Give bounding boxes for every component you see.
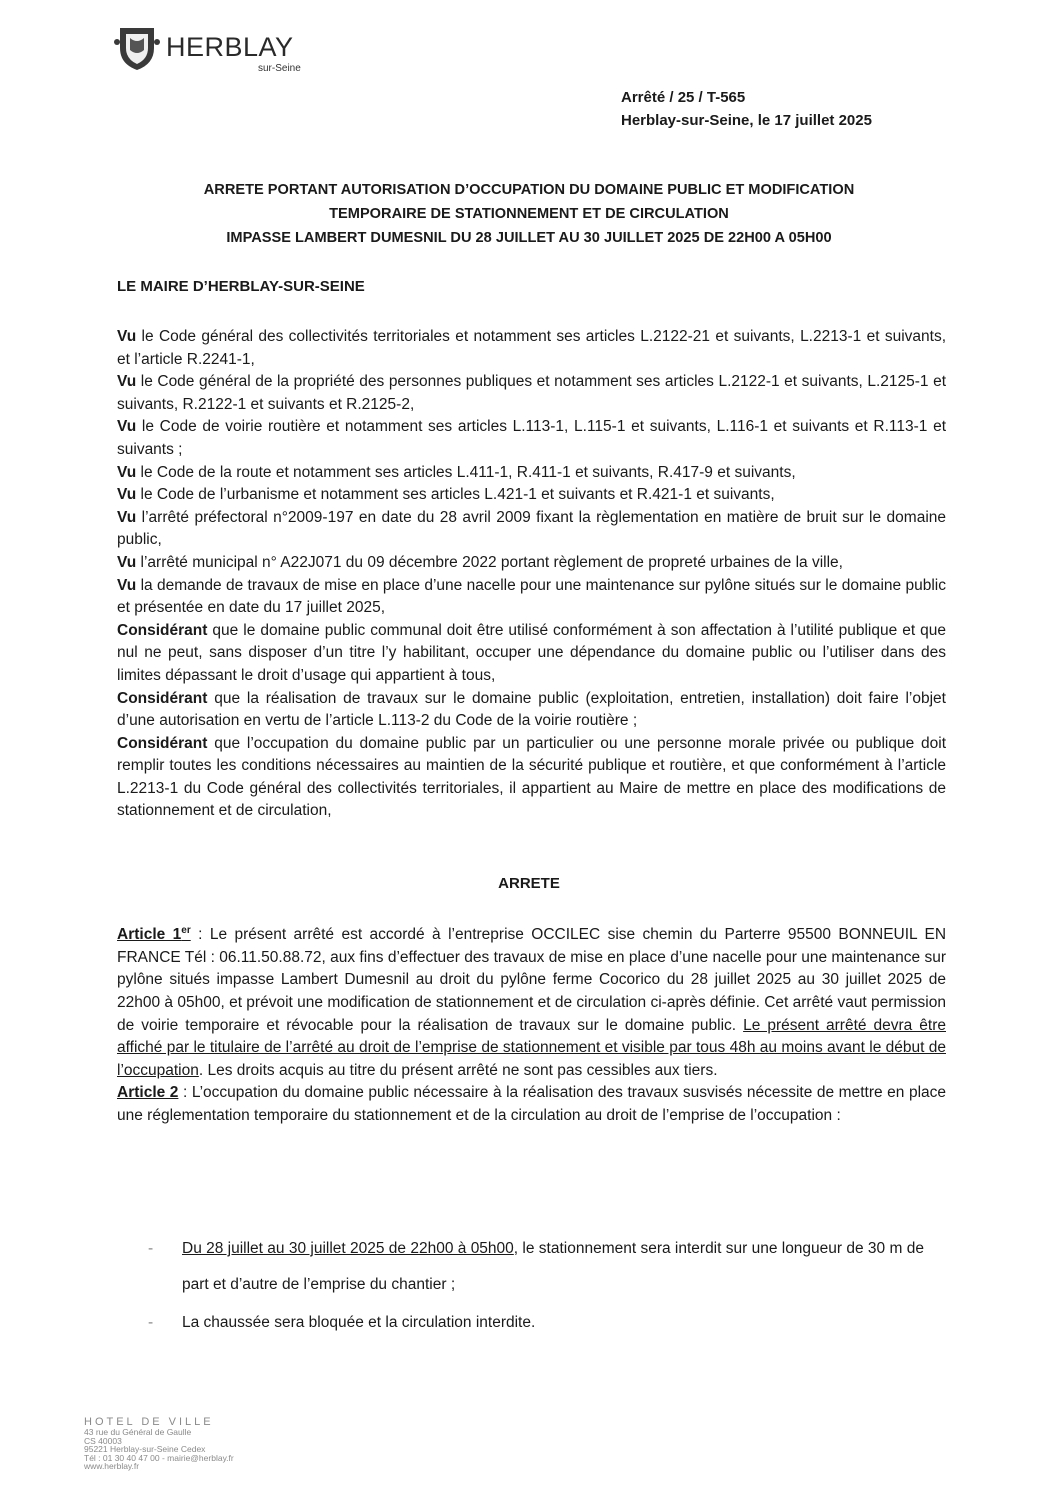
considerant-text: le Code de l’urbanisme et notamment ses articles L.421-1 et suivants et R.421-1 et suivants,: [136, 486, 775, 504]
footer-address-line: CS 40003: [84, 1435, 122, 1446]
town-hall-footer: [84, 1416, 324, 1471]
considerant-lead: Considérant: [117, 734, 208, 752]
article-2-text: L’occupation du domaine public nécessaire à la réalisation des travaux susvisés nécessite de mettre en place une réglementation temporaire du stationnement et de la circulation au droit de l’emprise de l’occupation :: [117, 1084, 947, 1124]
article-1-label: [117, 926, 191, 943]
considerant-item: [117, 552, 946, 575]
considerant-text: le Code général des collectivités territoriales et notamment ses articles L.2122-21 et suivants, L.2213-1 et suivants, et l’article R.2241-1,: [117, 328, 946, 368]
considerant-item: [117, 620, 946, 688]
considerant-item: [117, 326, 946, 371]
article-2: [117, 1082, 946, 1127]
considerant-item: [117, 507, 946, 552]
measures-list: [148, 1231, 948, 1341]
logo-subtitle: sur-Seine: [258, 63, 301, 74]
footer-address-line: 95221 Herblay-sur-Seine Cedex: [84, 1444, 206, 1454]
considerant-lead: Considérant: [117, 689, 208, 707]
measure-period: Du 28 juillet au 30 juillet 2025 de 22h00 à 05h00: [182, 1240, 514, 1257]
article-2-separator: :: [178, 1084, 192, 1102]
considerant-text: l’arrêté municipal n° A22J071 du 09 décembre 2022 portant règlement de propreté urbaines de la ville,: [136, 553, 843, 571]
considerant-lead: Vu: [117, 576, 137, 594]
dash-bullet: -: [148, 1240, 154, 1257]
articles-section: [117, 920, 946, 1128]
considerant-text: que le domaine public communal doit être utilisé conformément à son affectation à l’utilité publique et que nul ne peut, sans disposer d’un titre l’y habilitant, occuper une dépendance du domaine public ou l’utiliser dans des limites dépassant le droit d’usage qui appartient à tous,: [117, 621, 946, 684]
considerant-text: la demande de travaux de mise en place d’une nacelle pour une maintenance sur pylône situés sur le domaine public et présentée en date du 17 juillet 2025,: [117, 576, 946, 617]
considerant-text: l’arrêté préfectoral n°2009-197 en date du 28 avril 2009 fixant la règlementation en matière de bruit sur le domaine public,: [117, 508, 946, 549]
considerant-item: [117, 416, 946, 461]
document-title-line-1: ARRETE PORTANT AUTORISATION D’OCCUPATION DU DOMAINE PUBLIC ET MODIFICATION: [203, 182, 855, 198]
considerant-lead: Vu: [117, 486, 137, 504]
considerant-item: [117, 575, 946, 620]
considerant-item: [117, 371, 946, 416]
arrete-reference: Arrêté / 25 / T-565: [621, 89, 746, 106]
measure-item: [148, 1305, 948, 1341]
article-1-text: Le présent arrêté est accordé à l’entreprise OCCILEC sise chemin du Parterre 95500 BONNEUIL EN FRANCE Tél : 06.11.50.88.72, aux fins d’effectuer des travaux de mise en place d’une nacelle pour une maintenance sur pylône situés impasse Lambert Dumesnil au droit du pylône ferme Cocorico du 28 juillet 2025 au 30 juillet 2025 de 22h00 à 05h00, et prévoit une modification de stationnement et de circulation ci-après définie. Cet arrêté vaut permission de voirie temporaire et révocable pour la réalisation de travaux sur le domaine public.: [117, 926, 947, 1034]
measure-item: [148, 1231, 948, 1303]
considerant-lead: Vu: [117, 463, 137, 481]
considerant-lead: Vu: [117, 328, 137, 345]
article-1-display-notice: Le présent arrêté devra être affiché par le titulaire de l’arrêté au droit de l’emprise de stationnement et visible par tous 48h au moins avant le début de l’occupation: [117, 1016, 946, 1079]
considerants-list: [117, 326, 946, 823]
document-title-line-3: IMPASSE LAMBERT DUMESNIL DU 28 JUILLET AU 30 JUILLET 2025 DE 22H00 A 05H00: [226, 230, 832, 246]
considerant-item: [117, 733, 946, 823]
considerant-text: le Code général de la propriété des personnes publiques et notamment ses articles L.2122-1 et suivants, L.2125-1 et suivants, R.2122-1 et suivants et R.2125-2,: [117, 373, 946, 413]
article-1-label-text: Article 1: [117, 926, 182, 944]
issuing-authority: LE MAIRE D’HERBLAY-SUR-SEINE: [117, 278, 365, 295]
considerant-lead: Vu: [117, 418, 137, 436]
article-1-tail: . Les droits acquis au titre du présent arrêté ne sont pas cessibles aux tiers.: [198, 1061, 718, 1079]
footer-website: www.herblay.fr: [84, 1461, 140, 1471]
place-and-date: Herblay-sur-Seine, le 17 juillet 2025: [621, 112, 872, 129]
article-1-label-sup: er: [181, 925, 191, 936]
considerant-text: que la réalisation de travaux sur le domaine public (exploitation, entretien, installation) doit faire l’objet d’une autorisation en vertu de l’article L.113-2 du Code de la voirie routière ;: [117, 689, 946, 730]
considerant-text: le Code de la route et notamment ses articles L.411-1, R.411-1 et suivants, R.417-9 et suivants,: [136, 463, 796, 481]
considerant-text: le Code de voirie routière et notamment ses articles L.113-1, L.115-1 et suivants, L.116-1 et suivants et R.113-1 et suivants ;: [117, 418, 946, 458]
considerant-item: [117, 462, 946, 485]
measure-text: , le stationnement sera interdit sur une longueur de 30 m de part et d’autre de l’emprise du chantier ;: [182, 1240, 924, 1293]
article-1: [117, 920, 946, 1082]
article-1-separator: :: [190, 926, 210, 944]
herblay-crest-icon: [112, 24, 162, 72]
footer-heading: HOTEL DE VILLE: [84, 1416, 214, 1428]
considerant-lead: Vu: [117, 508, 137, 526]
considerant-lead: Considérant: [117, 621, 208, 639]
considerant-lead: Vu: [117, 553, 137, 571]
considerant-text: que l’occupation du domaine public par un particulier ou une personne morale privée ou publique doit remplir toutes les conditions nécessaires au maintien de la sécurité publique et routière, et que conformément à l’article L.2213-1 du Code général des collectivités territoriales, il appartient au Maire de mettre en place des modifications de stationnement et de circulation,: [117, 734, 946, 820]
measure-text: La chaussée sera bloquée et la circulation interdite.: [182, 1314, 536, 1331]
document-title-line-2: TEMPORAIRE DE STATIONNEMENT ET DE CIRCULATION: [329, 206, 729, 222]
footer-contact-line: Tél : 01 30 40 47 00 - mairie@herblay.fr: [84, 1452, 234, 1463]
arrete-heading: ARRETE: [498, 875, 560, 892]
considerant-item: [117, 484, 946, 507]
footer-address-line: 43 rue du Général de Gaulle: [84, 1427, 192, 1437]
article-2-label: Article 2: [117, 1084, 179, 1102]
considerant-item: [117, 688, 946, 733]
dash-bullet: -: [148, 1314, 154, 1331]
logo-wordmark: HERBLAY: [166, 32, 294, 62]
considerant-lead: Vu: [117, 373, 137, 391]
